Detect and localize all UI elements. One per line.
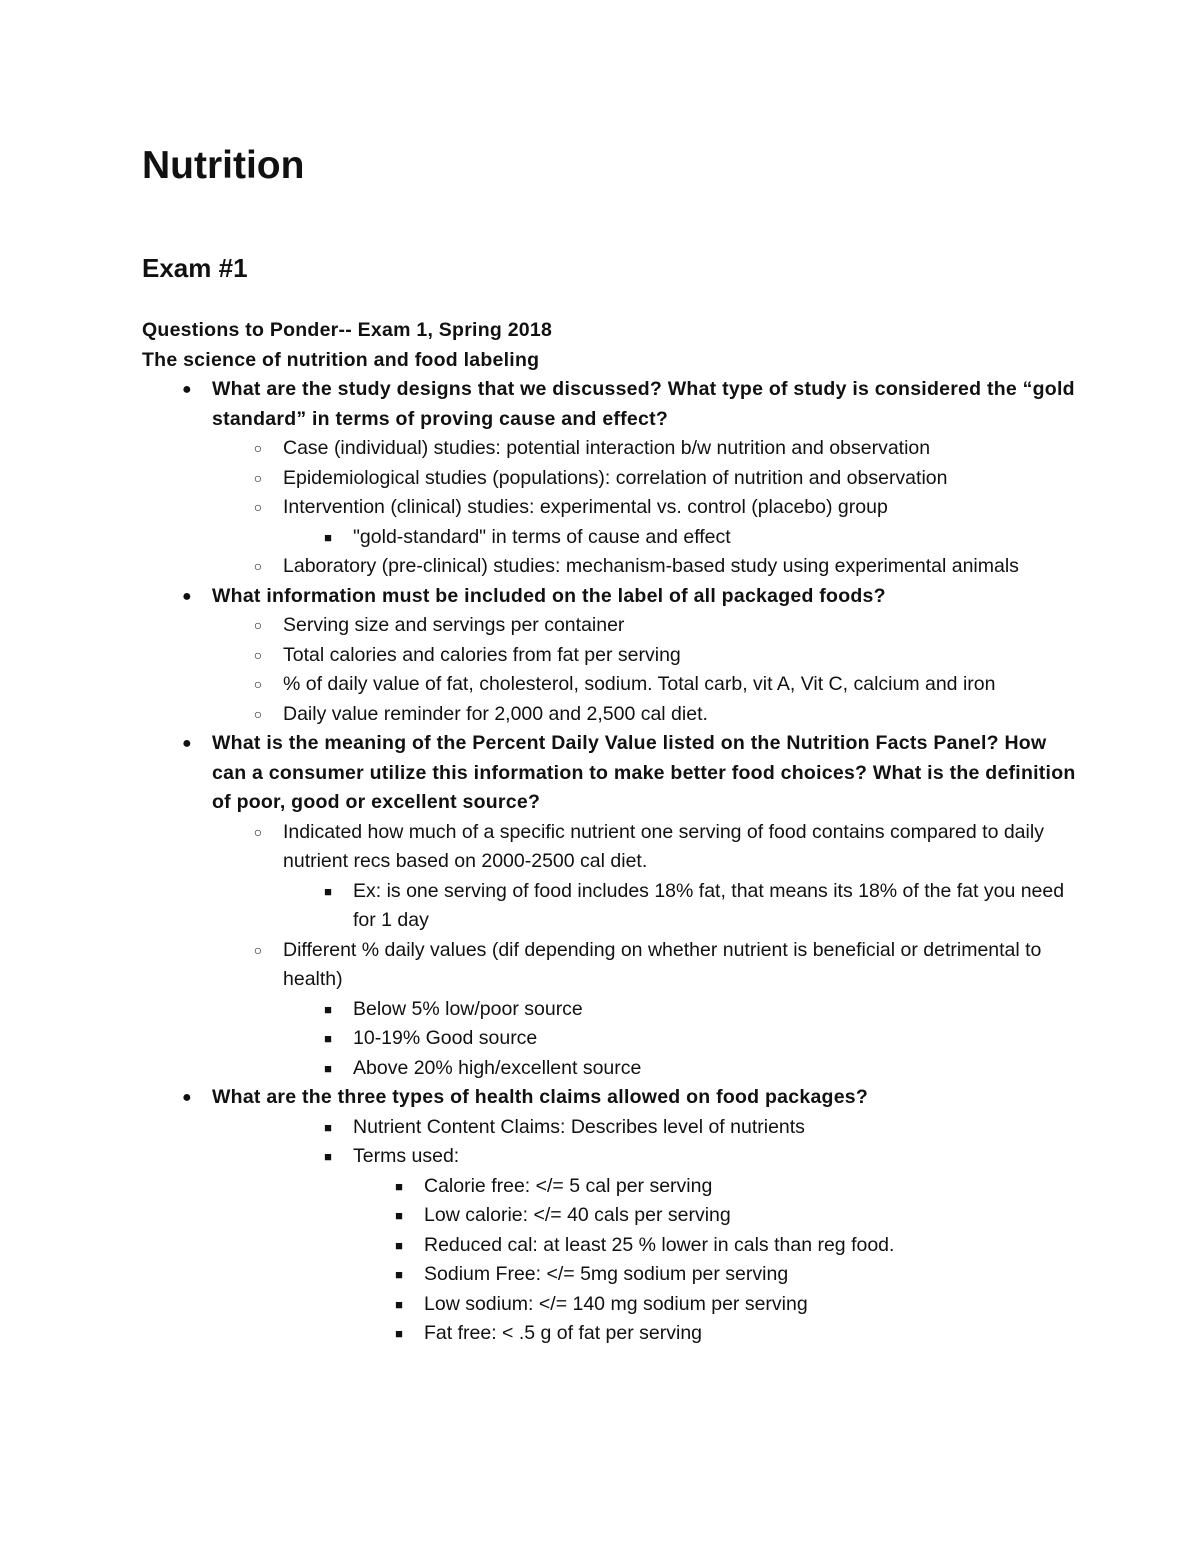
- square-bullet-icon: ■: [324, 529, 332, 545]
- list-item: [253, 434, 1082, 464]
- item-text: Terms used:: [353, 1145, 460, 1167]
- square-bullet-icon: ■: [395, 1178, 403, 1194]
- item-text: Fat free: < .5 g of fat per serving: [424, 1322, 703, 1344]
- circle-bullet-icon: ○: [253, 941, 263, 958]
- outline-list: [142, 375, 1082, 1349]
- square-bullet-icon: ■: [395, 1296, 403, 1312]
- item-text: % of daily value of fat, cholesterol, sodium. Total carb, vit A, Vit C, calcium and iron: [283, 673, 996, 695]
- list-item: [324, 877, 1082, 936]
- list-item: [395, 1172, 1082, 1202]
- list-item: [395, 1260, 1082, 1290]
- list-item: [253, 641, 1082, 671]
- list-item: [395, 1201, 1082, 1231]
- item-text: Serving size and servings per container: [283, 614, 625, 636]
- document-title: Nutrition: [142, 144, 305, 187]
- list-item: [324, 1142, 1082, 1172]
- item-text: What are the study designs that we discussed? What type of study is considered the “gold standard” in terms of proving cause and effect?: [212, 378, 1075, 430]
- square-bullet-icon: ■: [395, 1267, 403, 1282]
- square-bullet-icon: ■: [324, 1001, 332, 1017]
- item-text: Calorie free: </= 5 cal per serving: [424, 1174, 713, 1197]
- item-text: Different % daily values (dif depending on whether nutrient is beneficial or detrimental to health): [283, 938, 1042, 990]
- square-bullet-icon: ■: [395, 1326, 403, 1341]
- item-text: What information must be included on the label of all packaged foods?: [212, 584, 886, 607]
- list-item: [253, 818, 1082, 877]
- square-bullet-icon: ■: [395, 1208, 403, 1223]
- bullet-marker: ●: [182, 381, 192, 398]
- item-text: Below 5% low/poor source: [353, 997, 583, 1020]
- item-text: Sodium Free: </= 5mg sodium per serving: [424, 1263, 789, 1285]
- bullet-marker: ●: [182, 735, 192, 752]
- circle-bullet-icon: ○: [253, 823, 263, 840]
- list-item: [324, 995, 1082, 1025]
- section-heading: Exam #1: [142, 253, 248, 283]
- bullet-marker: ●: [182, 1089, 192, 1106]
- circle-bullet-icon: ○: [253, 676, 263, 692]
- questions-heading: Questions to Ponder-- Exam 1, Spring 2018: [142, 319, 553, 341]
- list-item: [324, 1024, 1082, 1054]
- list-item: [253, 493, 1082, 523]
- circle-bullet-icon: ○: [253, 440, 263, 456]
- item-text: Indicated how much of a specific nutrient one serving of food contains compared to daily nutrient recs based on 2000-2500 cal diet.: [283, 820, 1044, 872]
- circle-bullet-icon: ○: [253, 469, 263, 486]
- square-bullet-icon: ■: [324, 883, 332, 899]
- circle-bullet-icon: ○: [253, 558, 263, 574]
- circle-bullet-icon: ○: [253, 705, 263, 722]
- item-text: Ex: is one serving of food includes 18% fat, that means its 18% of the fat you need for 1 day: [353, 879, 1065, 931]
- list-item: [253, 670, 1082, 700]
- list-item: [324, 1054, 1082, 1084]
- item-text: "gold-standard" in terms of cause and effect: [353, 525, 731, 548]
- item-text: Low calorie: </= 40 cals per serving: [424, 1204, 731, 1226]
- item-text: Low sodium: </= 140 mg sodium per serving: [424, 1292, 808, 1315]
- bullet-marker: ●: [182, 587, 192, 605]
- item-text: Laboratory (pre-clinical) studies: mechanism-based study using experimental animals: [283, 555, 1019, 577]
- item-text: What are the three types of health claims allowed on food packages?: [212, 1086, 869, 1108]
- list-item: [253, 552, 1082, 582]
- square-bullet-icon: ■: [324, 1031, 332, 1046]
- item-text: What is the meaning of the Percent Daily Value listed on the Nutrition Facts Panel? How can a consumer utilize this information to make better food choices? What is the definition of poor, good or excellent source?: [212, 732, 1076, 813]
- item-text: Daily value reminder for 2,000 and 2,500 cal diet.: [283, 702, 708, 725]
- list-item: [253, 936, 1082, 995]
- question-item: [182, 375, 1082, 434]
- question-item: [182, 729, 1082, 818]
- item-text: 10-19% Good source: [353, 1027, 538, 1049]
- document-body: [142, 316, 1082, 1349]
- subheading: The science of nutrition and food labeling: [142, 348, 540, 371]
- item-text: Case (individual) studies: potential interaction b/w nutrition and observation: [283, 437, 931, 459]
- item-text: Intervention (clinical) studies: experimental vs. control (placebo) group: [283, 496, 888, 518]
- list-item: [253, 464, 1082, 494]
- square-bullet-icon: ■: [324, 1060, 332, 1076]
- item-text: Above 20% high/excellent source: [353, 1056, 642, 1079]
- question-item: [182, 1083, 1082, 1113]
- list-item: [324, 523, 1082, 553]
- list-item: [395, 1231, 1082, 1261]
- square-bullet-icon: ■: [324, 1119, 332, 1135]
- item-text: Epidemiological studies (populations): correlation of nutrition and observation: [283, 466, 948, 489]
- question-item: [182, 582, 1082, 612]
- list-item: [253, 611, 1082, 641]
- item-text: Total calories and calories from fat per serving: [283, 643, 681, 666]
- list-item: [253, 700, 1082, 730]
- item-text: Reduced cal: at least 25 % lower in cals than reg food.: [424, 1233, 895, 1256]
- list-item: [324, 1113, 1082, 1143]
- circle-bullet-icon: ○: [253, 617, 263, 633]
- square-bullet-icon: ■: [324, 1149, 332, 1164]
- square-bullet-icon: ■: [395, 1237, 403, 1253]
- list-item: [395, 1290, 1082, 1320]
- item-text: Nutrient Content Claims: Describes level of nutrients: [353, 1115, 805, 1138]
- circle-bullet-icon: ○: [253, 499, 263, 515]
- list-item: [395, 1319, 1082, 1349]
- circle-bullet-icon: ○: [253, 646, 263, 663]
